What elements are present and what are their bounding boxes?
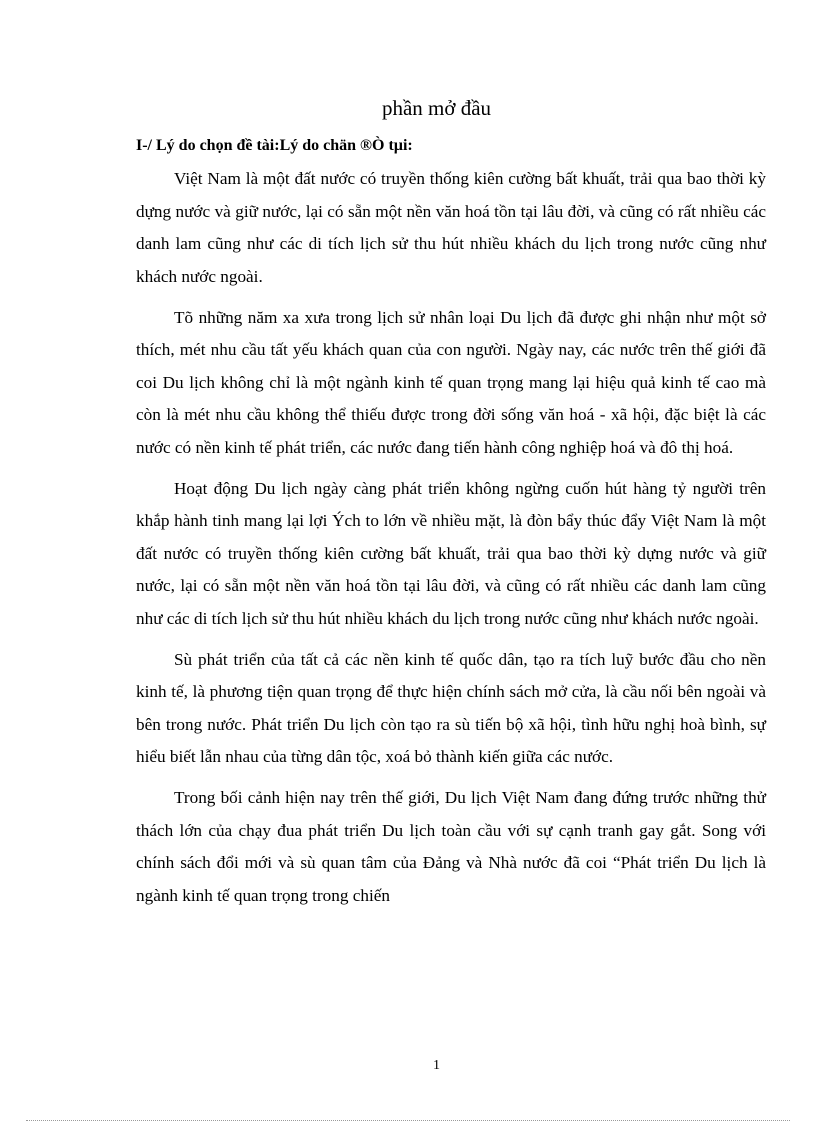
page-bottom-divider bbox=[26, 1120, 790, 1121]
section-heading: I-/ Lý do chọn đề tài:Lý do chän ®Ò tµi: bbox=[136, 137, 413, 154]
document-title: phần mở đầu bbox=[381, 96, 492, 120]
page-number: 1 bbox=[433, 1058, 440, 1073]
paragraph: Trong bối cảnh hiện nay trên thế giới, Du lịch Việt Nam đang đứng trước những thử thách lớn của chạy đua phát triển Du lịch toàn cầu với sự cạnh tranh gay gắt. Song với chính sách đổi mới và sù quan tâm của Đảng và Nhà nước đã coi “Phát triển Du lịch là ngành kinh tế quan trọng trong chiến bbox=[136, 788, 766, 905]
paragraph: Sù phát triển của tất cả các nền kinh tế quốc dân, tạo ra tích luỹ bước đầu cho nền kinh tế, là phương tiện quan trọng để thực hiện chính sách mở cửa, là cầu nối bên ngoài và bên trong nước. Phát triển Du lịch còn tạo ra sù tiến bộ xã hội, tình hữu nghị hoà bình, sự hiểu biết lẫn nhau của từng dân tộc, xoá bỏ thành kiến giữa các nước. bbox=[136, 649, 766, 766]
paragraph: Tõ những năm xa xưa trong lịch sử nhân loại Du lịch đã được ghi nhận như một sở thích, mét nhu cầu tất yếu khách quan của con người. Ngày nay, các nước trên thế giới đã coi Du lịch không chỉ là một ngành kinh tế quan trọng mang lại hiệu quả kinh tế cao mà còn là mét nhu cầu không thể thiếu được trong đời sống văn hoá - xã hội, đặc biệt là các nước có nền kinh tế phát triển, các nước đang tiến hành công nghiệp hoá và đô thị hoá. bbox=[136, 307, 766, 457]
body-text bbox=[136, 163, 766, 921]
paragraph: Hoạt động Du lịch ngày càng phát triển không ngừng cuốn hút hàng tỷ người trên khắp hành tinh mang lại lợi Ých to lớn về nhiều mặt, là đòn bẩy thúc đẩy Việt Nam là một đất nước có truyền thống kiên cường bất khuất, trải qua bao thời kỳ dựng nước và giữ nước, lại có sẵn một nền văn hoá tồn tại lâu đời, và cũng có rất nhiều các danh lam cũng như các di tích lịch sử thu hút nhiều khách du lịch trong nước cũng như khách nước ngoài. bbox=[136, 478, 766, 628]
paragraph: Việt Nam là một đất nước có truyền thống kiên cường bất khuất, trải qua bao thời kỳ dựng nước và giữ nước, lại có sẵn một nền văn hoá tồn tại lâu đời, và cũng có rất nhiều các danh lam cũng như các di tích lịch sử thu hút nhiều khách du lịch trong nước cũng như khách nước ngoài. bbox=[136, 169, 766, 286]
